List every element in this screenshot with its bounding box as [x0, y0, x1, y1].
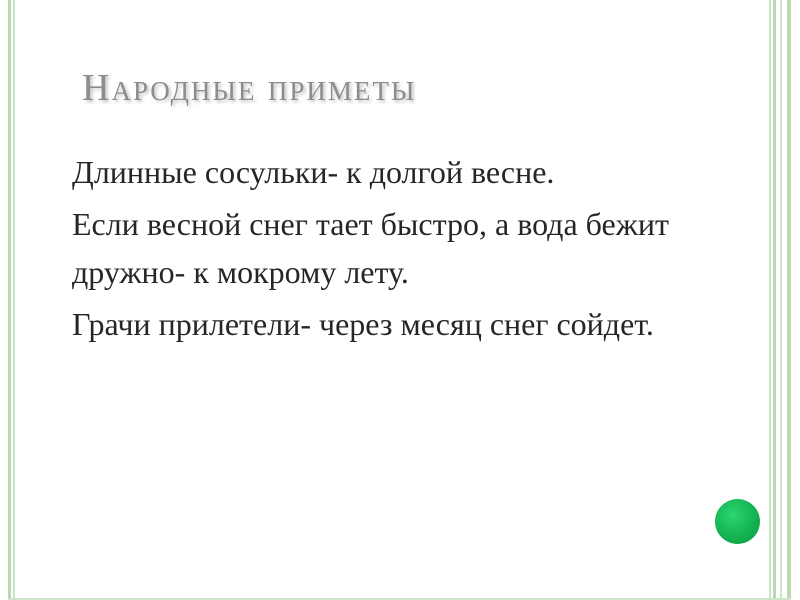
bullet-list [44, 148, 694, 352]
frame-right-stripe [787, 0, 791, 600]
frame-right-stripe [769, 0, 771, 600]
bullet-text: Если весной снег тает быстро, а вода бежит дружно- к мокрому лету. [72, 206, 669, 290]
frame-right-stripe [773, 0, 776, 600]
frame-left-inner-stripe [13, 0, 15, 600]
slide-title: Народные приметы [82, 67, 417, 109]
bullet-text: Грачи прилетели- через месяц снег сойдет. [72, 306, 654, 342]
green-circle-decoration [715, 499, 760, 544]
bullet-text: Длинные сосульки- к долгой весне. [72, 154, 555, 190]
bullet-item [44, 300, 694, 348]
bullet-item [44, 200, 694, 296]
frame-right-stripe [780, 0, 782, 600]
frame-left-outer-stripe [8, 0, 11, 600]
bullet-item [44, 148, 694, 196]
